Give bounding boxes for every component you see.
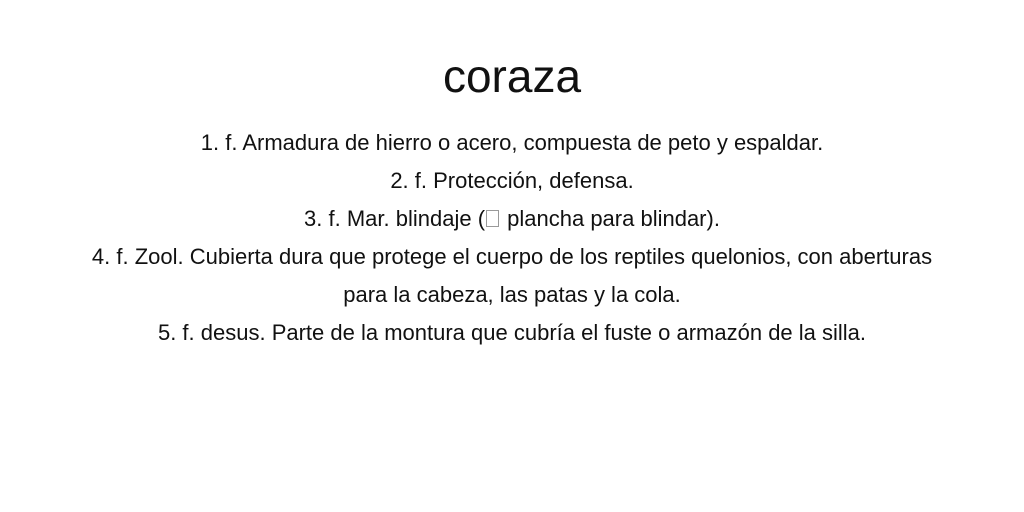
definition-5: 5. f. desus. Parte de la montura que cubría el fuste o armazón de la silla. (157, 320, 867, 345)
definition-3-before: 3. f. Mar. blindaje ( (304, 206, 486, 231)
definition-3-after: plancha para blindar). (501, 206, 720, 231)
missing-glyph-icon (486, 210, 499, 227)
definition-4: 4. f. Zool. Cubierta dura que protege el cuerpo de los reptiles quelonios, con aberturas para la cabeza, las patas y la cola. (91, 244, 933, 307)
definitions-list (72, 124, 952, 352)
definition-1: 1. f. Armadura de hierro o acero, compuesta de peto y espaldar. (200, 130, 824, 155)
definition-3 (72, 200, 952, 238)
definition-2: 2. f. Protección, defensa. (390, 168, 634, 193)
headword: coraza (442, 50, 582, 102)
